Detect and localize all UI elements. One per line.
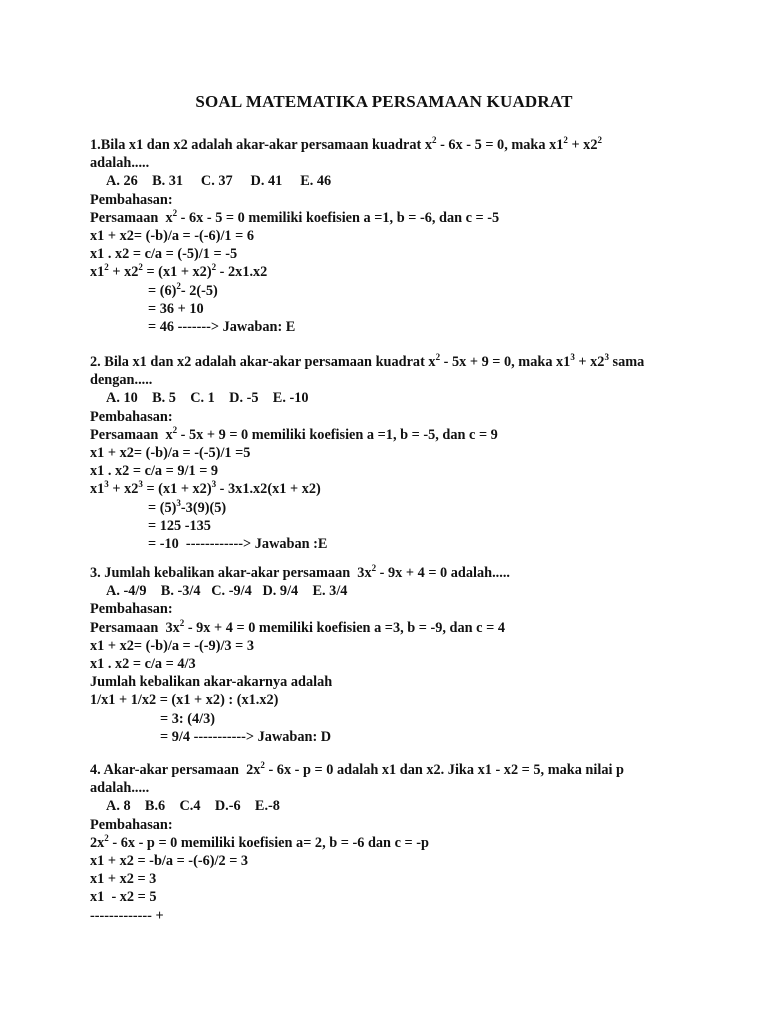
text-segment: Pembahasan: — [90, 191, 173, 208]
text-line — [90, 673, 690, 691]
text-line — [90, 517, 690, 535]
text-segment: x1 + x2 = 3 — [90, 871, 157, 888]
text-line — [90, 227, 690, 245]
text-segment: A. 10 B. 5 C. 1 D. -5 E. -10 — [106, 390, 309, 407]
text-line — [90, 834, 690, 852]
text-line — [90, 209, 690, 227]
text-segment: 3. Jumlah kebalikan akar-akar persamaan 3x — [90, 565, 372, 581]
text-segment: = (x1 + x2) — [142, 264, 212, 281]
text-line — [90, 282, 690, 300]
text-segment: x1 — [90, 264, 105, 281]
text-segment: x1 + x2= (-b)/a = -(-5)/1 =5 — [90, 444, 251, 461]
text-segment: adalah..... — [90, 780, 150, 797]
text-segment: x1 + x2= (-b)/a = -(-9)/3 = 3 — [90, 637, 255, 654]
text-segment: x1 . x2 = c/a = 9/1 = 9 — [90, 463, 219, 480]
text-segment: = 36 + 10 — [148, 300, 204, 317]
superscript: 2 — [432, 135, 437, 145]
text-line — [90, 761, 690, 779]
superscript: 2 — [563, 135, 568, 145]
question-4 — [90, 761, 690, 925]
text-line — [90, 371, 690, 389]
text-line — [90, 245, 690, 263]
answer-options — [90, 582, 690, 600]
superscript: 3 — [176, 497, 181, 508]
text-line — [90, 408, 690, 426]
superscript: 2 — [435, 352, 441, 362]
superscript: 2 — [211, 262, 217, 273]
question-2 — [90, 353, 690, 553]
text-segment: + x2 — [108, 481, 139, 498]
text-segment: - 9x + 4 = 0 memiliki koefisien a =3, b = -9, dan c = 4 — [184, 619, 505, 636]
text-segment: A. 26 B. 31 C. 37 D. 41 E. 46 — [106, 173, 332, 190]
text-segment: Pembahasan: — [90, 408, 173, 425]
text-line — [90, 619, 690, 637]
superscript: 2 — [260, 760, 265, 770]
superscript: 3 — [138, 479, 143, 490]
text-line — [90, 870, 690, 888]
text-line — [90, 710, 690, 728]
text-segment: Persamaan x — [90, 426, 173, 443]
text-line — [90, 779, 690, 797]
text-segment: Pembahasan: — [90, 601, 173, 618]
superscript: 2 — [172, 207, 178, 218]
text-line — [90, 154, 690, 172]
text-line — [90, 600, 690, 618]
text-line — [90, 499, 690, 517]
text-segment: Pembahasan: — [90, 816, 173, 833]
text-line — [90, 353, 690, 371]
text-line — [90, 263, 690, 281]
text-line — [90, 691, 690, 709]
text-segment: x1 . x2 = c/a = 4/3 — [90, 655, 196, 672]
text-segment: x1 + x2= (-b)/a = -(-6)/1 = 6 — [90, 227, 255, 244]
text-line — [90, 637, 690, 655]
text-segment: = 3: (4/3) — [160, 710, 215, 727]
text-segment: - 5x + 9 = 0, maka x1 — [440, 354, 571, 370]
superscript: 2 — [104, 262, 109, 273]
superscript: 2 — [179, 617, 185, 628]
text-line — [90, 852, 690, 870]
text-segment: - 3x1.x2(x1 + x2) — [216, 481, 321, 498]
text-segment: = 125 -135 — [148, 517, 211, 534]
text-segment: x1 — [90, 481, 105, 498]
text-segment: - 2x1.x2 — [216, 264, 268, 281]
text-line — [90, 318, 690, 336]
text-segment: - 2(-5) — [180, 282, 218, 299]
text-line — [90, 480, 690, 498]
question-1 — [90, 136, 690, 336]
text-segment: = 9/4 -----------> Jawaban: D — [160, 728, 332, 745]
text-segment: 2. Bila x1 dan x2 adalah akar-akar persamaan kuadrat x — [90, 354, 436, 370]
text-line — [90, 191, 690, 209]
answer-options — [90, 172, 690, 190]
answer-options — [90, 797, 690, 815]
text-segment: adalah..... — [90, 155, 150, 172]
text-segment: 1.Bila x1 dan x2 adalah akar-akar persamaan kuadrat x — [90, 137, 432, 153]
superscript: 3 — [104, 479, 109, 490]
superscript: 2 — [172, 424, 178, 435]
text-segment: = (6) — [148, 282, 177, 299]
answer-options — [90, 389, 690, 407]
text-segment: x1 + x2 = -b/a = -(-6)/2 = 3 — [90, 852, 249, 869]
text-segment: + x2 — [574, 354, 605, 370]
question-3 — [90, 564, 690, 746]
text-segment: dengan..... — [90, 372, 153, 389]
text-line — [90, 907, 690, 925]
text-segment: -3(9)(5) — [180, 499, 227, 516]
superscript: 3 — [604, 352, 609, 362]
text-line — [90, 564, 690, 582]
text-segment: + x2 — [108, 264, 139, 281]
text-segment: A. -4/9 B. -3/4 C. -9/4 D. 9/4 E. 3/4 — [106, 583, 348, 600]
text-segment: - 6x - p = 0 adalah x1 dan x2. Jika x1 - x2 = 5, maka nilai p — [264, 762, 624, 778]
text-line — [90, 535, 690, 553]
text-line — [90, 300, 690, 318]
text-segment: x1 . x2 = c/a = (-5)/1 = -5 — [90, 246, 238, 263]
superscript: 2 — [597, 135, 602, 145]
superscript: 3 — [211, 479, 217, 490]
superscript: 2 — [371, 563, 377, 573]
superscript: 3 — [570, 352, 575, 362]
text-segment: 2x — [90, 834, 105, 851]
text-segment: - 5x + 9 = 0 memiliki koefisien a =1, b = -5, dan c = 9 — [177, 426, 498, 443]
text-line — [90, 655, 690, 673]
superscript: 2 — [104, 832, 109, 843]
text-segment: - 6x - 5 = 0, maka x1 — [436, 137, 564, 153]
text-segment: = -10 ------------> Jawaban :E — [148, 535, 328, 552]
text-segment: = 46 -------> Jawaban: E — [148, 318, 296, 335]
text-line — [90, 426, 690, 444]
text-segment: - 6x - 5 = 0 memiliki koefisien a =1, b = -6, dan c = -5 — [177, 209, 500, 226]
text-segment: Persamaan x — [90, 209, 173, 226]
text-segment: x1 - x2 = 5 — [90, 889, 157, 906]
superscript: 2 — [138, 262, 143, 273]
text-segment: Persamaan 3x — [90, 619, 180, 636]
text-segment: = (5) — [148, 499, 177, 516]
text-segment: = (x1 + x2) — [142, 481, 212, 498]
text-line — [90, 816, 690, 834]
document-title: SOAL MATEMATIKA PERSAMAAN KUADRAT — [195, 92, 573, 111]
text-line — [90, 462, 690, 480]
text-segment: - 9x + 4 = 0 adalah..... — [376, 565, 510, 581]
text-line — [90, 136, 690, 154]
text-segment: 4. Akar-akar persamaan 2x — [90, 762, 261, 778]
text-segment: 1/x1 + 1/x2 = (x1 + x2) : (x1.x2) — [90, 692, 279, 709]
text-line — [90, 728, 690, 746]
text-segment: - 6x - p = 0 memiliki koefisien a= 2, b = -6 dan c = -p — [108, 834, 429, 851]
text-segment: + x2 — [567, 137, 598, 153]
text-segment: sama — [608, 354, 645, 370]
superscript: 2 — [176, 280, 181, 291]
text-line — [90, 444, 690, 462]
text-line — [90, 888, 690, 906]
text-segment: ------------- + — [90, 907, 164, 924]
text-segment: A. 8 B.6 C.4 D.-6 E.-8 — [106, 798, 280, 815]
text-segment: Jumlah kebalikan akar-akarnya adalah — [90, 674, 333, 691]
